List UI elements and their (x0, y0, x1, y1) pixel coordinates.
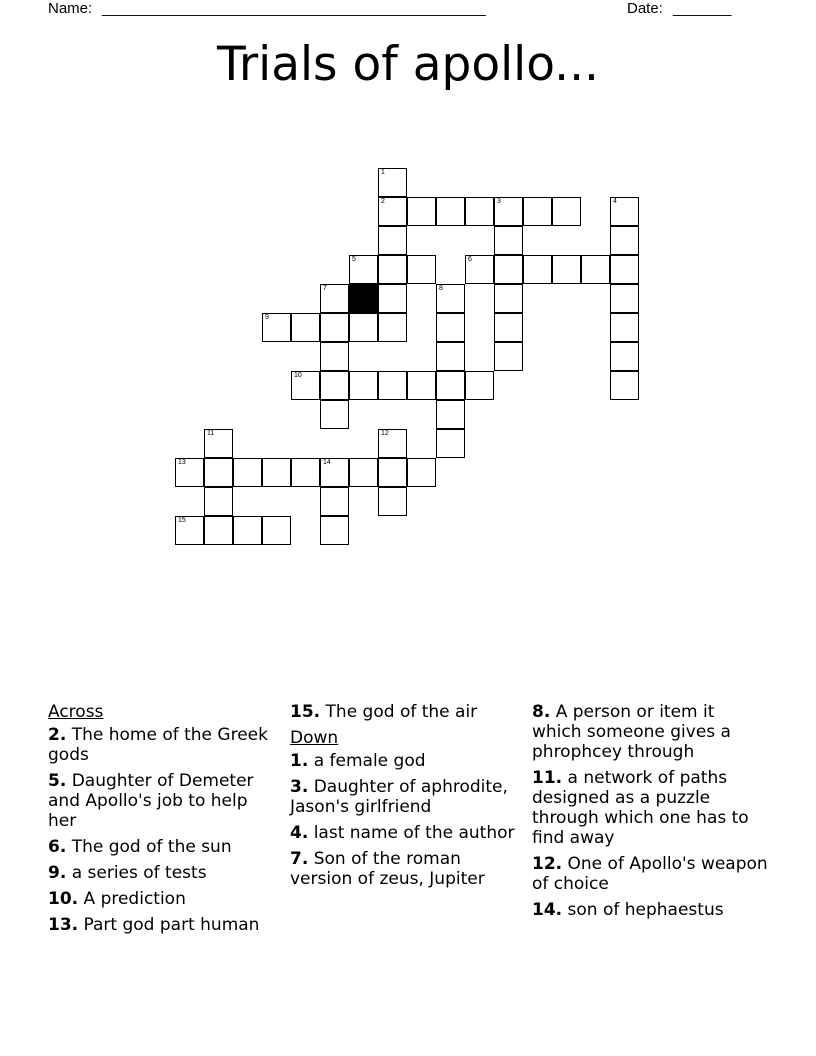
clue-across-15 (290, 702, 522, 722)
crossword-cell[interactable] (349, 255, 378, 284)
clue-text: The god of the air (325, 702, 478, 722)
cell-number: 1 (381, 169, 385, 176)
clue-down-11 (532, 768, 768, 848)
crossword-cell[interactable] (233, 516, 262, 545)
crossword-cell[interactable] (465, 255, 494, 284)
clue-across-13 (48, 915, 278, 935)
crossword-cell[interactable] (291, 371, 320, 400)
page-title: Trials of apollo... (217, 37, 599, 92)
clue-number: 10. (48, 889, 79, 909)
cell-number: 13 (178, 459, 186, 466)
clue-number: 13. (48, 915, 79, 935)
crossword-cell[interactable] (494, 284, 523, 313)
clue-number: 1. (290, 751, 309, 771)
clue-column-1 (48, 702, 278, 941)
crossword-cell[interactable] (378, 458, 407, 487)
crossword-cell[interactable] (378, 168, 407, 197)
crossword-cell[interactable] (436, 284, 465, 313)
cell-number: 8 (439, 285, 443, 292)
down-heading: Down (290, 728, 339, 748)
clue-number: 12. (532, 854, 563, 874)
crossword-cell[interactable] (378, 313, 407, 342)
crossword-cell[interactable] (320, 487, 349, 516)
clue-text: son of hephaestus (567, 900, 724, 920)
clue-down-3 (290, 777, 522, 817)
crossword-cell[interactable] (436, 400, 465, 429)
date-field[interactable]: _______ (673, 0, 732, 17)
cell-number: 2 (381, 198, 385, 205)
crossword-cell[interactable] (581, 255, 610, 284)
crossword-cell[interactable] (320, 516, 349, 545)
crossword-cell[interactable] (233, 458, 262, 487)
name-field[interactable]: ______________________________________________ (102, 0, 486, 17)
black-square (349, 284, 378, 313)
crossword-cell[interactable] (262, 313, 291, 342)
crossword-cell[interactable] (204, 458, 233, 487)
cell-number: 5 (352, 256, 356, 263)
clue-column-2 (290, 702, 522, 895)
clue-text: The home of the Greek gods (48, 725, 268, 765)
clue-number: 8. (532, 702, 551, 722)
clue-number: 11. (532, 768, 563, 788)
clue-text: a series of tests (71, 863, 207, 883)
cell-number: 3 (497, 198, 501, 205)
clue-number: 9. (48, 863, 67, 883)
clue-number: 5. (48, 771, 67, 791)
clue-number: 6. (48, 837, 67, 857)
crossword-cell[interactable] (349, 313, 378, 342)
clue-number: 2. (48, 725, 67, 745)
crossword-cell[interactable] (378, 429, 407, 458)
clue-text: A person or item it which someone gives a phrophcey through (532, 702, 731, 762)
crossword-cell[interactable] (262, 458, 291, 487)
clue-text: a network of paths designed as a puzzle through which one has to find away (532, 768, 749, 848)
name-label: Name: (48, 0, 93, 17)
clue-across-10 (48, 889, 278, 909)
crossword-cell[interactable] (610, 313, 639, 342)
cell-number: 15 (178, 517, 186, 524)
clue-text: Part god part human (83, 915, 260, 935)
clue-text: Daughter of aphrodite, Jason's girlfriend (290, 777, 508, 817)
crossword-cell[interactable] (407, 458, 436, 487)
crossword-cell[interactable] (378, 226, 407, 255)
clue-text: One of Apollo's weapon of choice (532, 854, 768, 894)
cell-number: 4 (613, 198, 617, 205)
clue-number: 15. (290, 702, 321, 722)
crossword-cell[interactable] (349, 371, 378, 400)
crossword-cell[interactable] (436, 371, 465, 400)
clue-text: The god of the sun (71, 837, 232, 857)
crossword-cell[interactable] (407, 197, 436, 226)
clue-column-3 (532, 702, 768, 926)
clue-text: Son of the roman version of zeus, Jupiter (290, 849, 485, 889)
crossword-cell[interactable] (407, 371, 436, 400)
clue-down-4 (290, 823, 522, 843)
crossword-cell[interactable] (610, 255, 639, 284)
crossword-cell[interactable] (320, 342, 349, 371)
crossword-cell[interactable] (610, 371, 639, 400)
cell-number: 6 (468, 256, 472, 263)
clue-text: A prediction (83, 889, 186, 909)
clue-text: a female god (313, 751, 426, 771)
clue-number: 4. (290, 823, 309, 843)
crossword-cell[interactable] (291, 313, 320, 342)
crossword-cell[interactable] (262, 516, 291, 545)
date-label: Date: (627, 0, 663, 17)
clue-number: 3. (290, 777, 309, 797)
cell-number: 14 (323, 459, 331, 466)
crossword-cell[interactable] (204, 516, 233, 545)
clue-text: last name of the author (313, 823, 515, 843)
crossword-cell[interactable] (349, 458, 378, 487)
crossword-cell[interactable] (436, 313, 465, 342)
crossword-cell[interactable] (494, 342, 523, 371)
clue-across-5 (48, 771, 278, 831)
crossword-cell[interactable] (378, 255, 407, 284)
crossword-cell[interactable] (378, 284, 407, 313)
crossword-cell[interactable] (465, 371, 494, 400)
crossword-cell[interactable] (320, 284, 349, 313)
crossword-cell[interactable] (610, 284, 639, 313)
clue-down-8 (532, 702, 768, 762)
crossword-cell[interactable] (610, 342, 639, 371)
clue-down-1 (290, 751, 522, 771)
crossword-cell[interactable] (610, 226, 639, 255)
cell-number: 7 (323, 285, 327, 292)
cell-number: 10 (294, 372, 302, 379)
crossword-cell[interactable] (378, 371, 407, 400)
crossword-cell[interactable] (320, 458, 349, 487)
crossword-cell[interactable] (494, 255, 523, 284)
crossword-cell[interactable] (552, 197, 581, 226)
crossword-cell[interactable] (291, 458, 320, 487)
across-heading: Across (48, 702, 104, 722)
crossword-cell[interactable] (494, 197, 523, 226)
crossword-cell[interactable] (436, 197, 465, 226)
cell-number: 12 (381, 430, 389, 437)
crossword-cell[interactable] (320, 371, 349, 400)
crossword-cell[interactable] (494, 313, 523, 342)
cell-number: 11 (207, 430, 215, 437)
clue-down-12 (532, 854, 768, 894)
crossword-cell[interactable] (175, 458, 204, 487)
crossword-cell[interactable] (204, 429, 233, 458)
clue-down-7 (290, 849, 522, 889)
crossword-cell[interactable] (523, 197, 552, 226)
crossword-cell[interactable] (523, 255, 552, 284)
clue-down-14 (532, 900, 768, 920)
crossword-cell[interactable] (407, 255, 436, 284)
crossword-cell[interactable] (378, 197, 407, 226)
crossword-cell[interactable] (320, 400, 349, 429)
crossword-cell[interactable] (378, 487, 407, 516)
clue-across-9 (48, 863, 278, 883)
crossword-cell[interactable] (552, 255, 581, 284)
clue-across-6 (48, 837, 278, 857)
crossword-cell[interactable] (610, 197, 639, 226)
clue-text: Daughter of Demeter and Apollo's job to help her (48, 771, 254, 831)
clue-number: 7. (290, 849, 309, 869)
crossword-cell[interactable] (436, 429, 465, 458)
crossword-cell[interactable] (175, 516, 204, 545)
clue-across-2 (48, 725, 278, 765)
crossword-cell[interactable] (494, 226, 523, 255)
crossword-cell[interactable] (465, 197, 494, 226)
crossword-cell[interactable] (320, 313, 349, 342)
crossword-cell[interactable] (436, 342, 465, 371)
cell-number: 9 (265, 314, 269, 321)
crossword-cell[interactable] (204, 487, 233, 516)
clue-number: 14. (532, 900, 563, 920)
